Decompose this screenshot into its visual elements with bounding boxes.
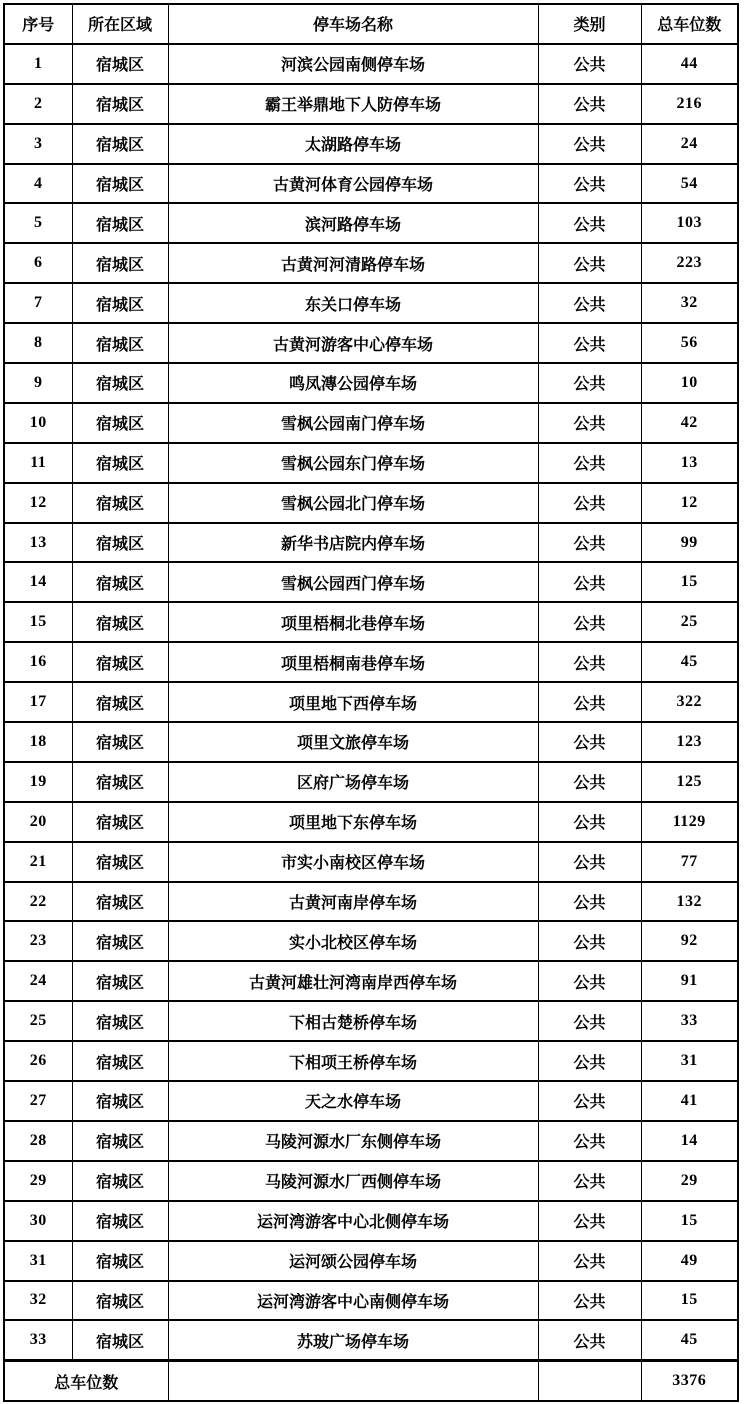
cell-spaces: 13 xyxy=(641,443,738,483)
cell-district: 宿城区 xyxy=(72,363,168,403)
cell-spaces: 42 xyxy=(641,403,738,443)
cell-spaces: 123 xyxy=(641,722,738,762)
table-row xyxy=(4,602,738,642)
table-row xyxy=(4,403,738,443)
cell-category: 公共 xyxy=(538,1041,641,1081)
cell-name: 项里地下东停车场 xyxy=(168,802,538,842)
cell-category: 公共 xyxy=(538,283,641,323)
header-row xyxy=(4,4,738,44)
cell-no: 4 xyxy=(4,164,72,204)
cell-category: 公共 xyxy=(538,523,641,563)
cell-category: 公共 xyxy=(538,203,641,243)
footer-empty-category xyxy=(538,1361,641,1401)
cell-spaces: 223 xyxy=(641,243,738,283)
table-row xyxy=(4,722,738,762)
cell-category: 公共 xyxy=(538,483,641,523)
cell-district: 宿城区 xyxy=(72,642,168,682)
footer-total-value: 3376 xyxy=(641,1361,738,1401)
table-row xyxy=(4,1201,738,1241)
cell-name: 区府广场停车场 xyxy=(168,762,538,802)
table-row xyxy=(4,164,738,204)
cell-no: 25 xyxy=(4,1001,72,1041)
table-row xyxy=(4,762,738,802)
cell-category: 公共 xyxy=(538,124,641,164)
cell-category: 公共 xyxy=(538,323,641,363)
cell-district: 宿城区 xyxy=(72,124,168,164)
cell-spaces: 14 xyxy=(641,1121,738,1161)
cell-spaces: 10 xyxy=(641,363,738,403)
cell-category: 公共 xyxy=(538,363,641,403)
cell-spaces: 77 xyxy=(641,842,738,882)
cell-no: 20 xyxy=(4,802,72,842)
table-row xyxy=(4,882,738,922)
table-row xyxy=(4,1041,738,1081)
cell-district: 宿城区 xyxy=(72,562,168,602)
cell-name: 项里梧桐南巷停车场 xyxy=(168,642,538,682)
cell-spaces: 25 xyxy=(641,602,738,642)
cell-category: 公共 xyxy=(538,642,641,682)
cell-name: 下相项王桥停车场 xyxy=(168,1041,538,1081)
cell-spaces: 1129 xyxy=(641,802,738,842)
cell-name: 项里梧桐北巷停车场 xyxy=(168,602,538,642)
cell-category: 公共 xyxy=(538,562,641,602)
cell-no: 28 xyxy=(4,1121,72,1161)
table-row xyxy=(4,642,738,682)
table-row xyxy=(4,243,738,283)
cell-category: 公共 xyxy=(538,443,641,483)
cell-district: 宿城区 xyxy=(72,682,168,722)
cell-name: 鸣凤漙公园停车场 xyxy=(168,363,538,403)
cell-name: 天之水停车场 xyxy=(168,1081,538,1121)
cell-district: 宿城区 xyxy=(72,1201,168,1241)
table-row xyxy=(4,323,738,363)
cell-district: 宿城区 xyxy=(72,1161,168,1201)
cell-district: 宿城区 xyxy=(72,882,168,922)
cell-district: 宿城区 xyxy=(72,602,168,642)
cell-spaces: 44 xyxy=(641,44,738,84)
cell-district: 宿城区 xyxy=(72,762,168,802)
cell-no: 9 xyxy=(4,363,72,403)
cell-name: 古黄河体育公园停车场 xyxy=(168,164,538,204)
cell-spaces: 216 xyxy=(641,84,738,124)
cell-name: 运河湾游客中心南侧停车场 xyxy=(168,1281,538,1321)
cell-spaces: 322 xyxy=(641,682,738,722)
cell-spaces: 24 xyxy=(641,124,738,164)
cell-spaces: 15 xyxy=(641,1201,738,1241)
cell-name: 新华书店院内停车场 xyxy=(168,523,538,563)
cell-category: 公共 xyxy=(538,1121,641,1161)
cell-name: 雪枫公园西门停车场 xyxy=(168,562,538,602)
cell-no: 19 xyxy=(4,762,72,802)
cell-district: 宿城区 xyxy=(72,44,168,84)
cell-district: 宿城区 xyxy=(72,323,168,363)
footer-total-label: 总车位数 xyxy=(4,1361,168,1401)
cell-spaces: 45 xyxy=(641,1320,738,1360)
cell-no: 26 xyxy=(4,1041,72,1081)
cell-name: 项里地下西停车场 xyxy=(168,682,538,722)
cell-no: 15 xyxy=(4,602,72,642)
table-row xyxy=(4,1081,738,1121)
table-row xyxy=(4,802,738,842)
cell-name: 霸王举鼎地下人防停车场 xyxy=(168,84,538,124)
cell-no: 33 xyxy=(4,1320,72,1360)
cell-name: 雪枫公园东门停车场 xyxy=(168,443,538,483)
footer-row xyxy=(4,1361,738,1401)
cell-no: 3 xyxy=(4,124,72,164)
cell-category: 公共 xyxy=(538,44,641,84)
cell-district: 宿城区 xyxy=(72,164,168,204)
cell-no: 2 xyxy=(4,84,72,124)
col-header-no: 序号 xyxy=(4,4,72,44)
cell-category: 公共 xyxy=(538,882,641,922)
cell-category: 公共 xyxy=(538,682,641,722)
cell-no: 14 xyxy=(4,562,72,602)
cell-spaces: 132 xyxy=(641,882,738,922)
cell-district: 宿城区 xyxy=(72,722,168,762)
cell-no: 17 xyxy=(4,682,72,722)
table-row xyxy=(4,682,738,722)
cell-district: 宿城区 xyxy=(72,523,168,563)
cell-category: 公共 xyxy=(538,602,641,642)
cell-district: 宿城区 xyxy=(72,283,168,323)
table-row xyxy=(4,842,738,882)
cell-category: 公共 xyxy=(538,1081,641,1121)
cell-category: 公共 xyxy=(538,403,641,443)
cell-name: 马陵河源水厂东侧停车场 xyxy=(168,1121,538,1161)
cell-name: 苏玻广场停车场 xyxy=(168,1320,538,1360)
parking-table xyxy=(3,3,739,1402)
cell-district: 宿城区 xyxy=(72,1320,168,1360)
cell-no: 18 xyxy=(4,722,72,762)
cell-spaces: 125 xyxy=(641,762,738,802)
cell-no: 5 xyxy=(4,203,72,243)
cell-category: 公共 xyxy=(538,164,641,204)
cell-category: 公共 xyxy=(538,1281,641,1321)
table-row xyxy=(4,961,738,1001)
cell-spaces: 32 xyxy=(641,283,738,323)
table-row xyxy=(4,363,738,403)
cell-spaces: 15 xyxy=(641,1281,738,1321)
cell-name: 实小北校区停车场 xyxy=(168,921,538,961)
cell-district: 宿城区 xyxy=(72,961,168,1001)
cell-category: 公共 xyxy=(538,762,641,802)
cell-no: 1 xyxy=(4,44,72,84)
cell-category: 公共 xyxy=(538,1241,641,1281)
col-header-district: 所在区域 xyxy=(72,4,168,44)
cell-name: 运河颂公园停车场 xyxy=(168,1241,538,1281)
cell-category: 公共 xyxy=(538,1001,641,1041)
cell-name: 市实小南校区停车场 xyxy=(168,842,538,882)
cell-spaces: 29 xyxy=(641,1161,738,1201)
cell-no: 21 xyxy=(4,842,72,882)
cell-name: 太湖路停车场 xyxy=(168,124,538,164)
table-row xyxy=(4,203,738,243)
footer-empty-name xyxy=(168,1361,538,1401)
cell-no: 10 xyxy=(4,403,72,443)
table-row xyxy=(4,1121,738,1161)
cell-no: 32 xyxy=(4,1281,72,1321)
cell-category: 公共 xyxy=(538,842,641,882)
cell-spaces: 15 xyxy=(641,562,738,602)
table-row xyxy=(4,124,738,164)
cell-name: 滨河路停车场 xyxy=(168,203,538,243)
table-body xyxy=(4,44,738,1361)
cell-district: 宿城区 xyxy=(72,1281,168,1321)
table-row xyxy=(4,1001,738,1041)
table-row xyxy=(4,921,738,961)
cell-no: 22 xyxy=(4,882,72,922)
cell-no: 24 xyxy=(4,961,72,1001)
cell-spaces: 54 xyxy=(641,164,738,204)
cell-district: 宿城区 xyxy=(72,403,168,443)
cell-category: 公共 xyxy=(538,961,641,1001)
table-row xyxy=(4,443,738,483)
table-row xyxy=(4,44,738,84)
cell-no: 16 xyxy=(4,642,72,682)
cell-name: 古黄河游客中心停车场 xyxy=(168,323,538,363)
cell-spaces: 56 xyxy=(641,323,738,363)
cell-district: 宿城区 xyxy=(72,802,168,842)
cell-spaces: 12 xyxy=(641,483,738,523)
cell-no: 30 xyxy=(4,1201,72,1241)
cell-no: 12 xyxy=(4,483,72,523)
cell-name: 古黄河雄壮河湾南岸西停车场 xyxy=(168,961,538,1001)
cell-spaces: 31 xyxy=(641,1041,738,1081)
cell-category: 公共 xyxy=(538,243,641,283)
cell-district: 宿城区 xyxy=(72,483,168,523)
cell-name: 项里文旅停车场 xyxy=(168,722,538,762)
cell-name: 马陵河源水厂西侧停车场 xyxy=(168,1161,538,1201)
cell-category: 公共 xyxy=(538,1320,641,1360)
cell-district: 宿城区 xyxy=(72,443,168,483)
cell-district: 宿城区 xyxy=(72,842,168,882)
cell-name: 雪枫公园南门停车场 xyxy=(168,403,538,443)
cell-district: 宿城区 xyxy=(72,84,168,124)
cell-category: 公共 xyxy=(538,1161,641,1201)
cell-spaces: 92 xyxy=(641,921,738,961)
cell-no: 11 xyxy=(4,443,72,483)
cell-name: 雪枫公园北门停车场 xyxy=(168,483,538,523)
table-row xyxy=(4,562,738,602)
cell-district: 宿城区 xyxy=(72,1241,168,1281)
col-header-name: 停车场名称 xyxy=(168,4,538,44)
cell-no: 6 xyxy=(4,243,72,283)
cell-spaces: 41 xyxy=(641,1081,738,1121)
table-row xyxy=(4,483,738,523)
cell-spaces: 33 xyxy=(641,1001,738,1041)
cell-category: 公共 xyxy=(538,921,641,961)
col-header-spaces: 总车位数 xyxy=(641,4,738,44)
table-row xyxy=(4,1161,738,1201)
cell-category: 公共 xyxy=(538,722,641,762)
col-header-category: 类别 xyxy=(538,4,641,44)
cell-district: 宿城区 xyxy=(72,243,168,283)
cell-district: 宿城区 xyxy=(72,203,168,243)
cell-category: 公共 xyxy=(538,84,641,124)
cell-no: 8 xyxy=(4,323,72,363)
cell-spaces: 103 xyxy=(641,203,738,243)
cell-district: 宿城区 xyxy=(72,1081,168,1121)
cell-name: 运河湾游客中心北侧停车场 xyxy=(168,1201,538,1241)
table-row xyxy=(4,1320,738,1360)
cell-name: 河滨公园南侧停车场 xyxy=(168,44,538,84)
cell-category: 公共 xyxy=(538,802,641,842)
table-row xyxy=(4,1281,738,1321)
cell-category: 公共 xyxy=(538,1201,641,1241)
cell-district: 宿城区 xyxy=(72,1001,168,1041)
cell-spaces: 49 xyxy=(641,1241,738,1281)
cell-name: 古黄河河清路停车场 xyxy=(168,243,538,283)
cell-name: 东关口停车场 xyxy=(168,283,538,323)
cell-no: 27 xyxy=(4,1081,72,1121)
cell-spaces: 91 xyxy=(641,961,738,1001)
cell-district: 宿城区 xyxy=(72,1121,168,1161)
cell-no: 23 xyxy=(4,921,72,961)
cell-no: 29 xyxy=(4,1161,72,1201)
cell-no: 13 xyxy=(4,523,72,563)
table-row xyxy=(4,84,738,124)
table-row xyxy=(4,1241,738,1281)
cell-no: 31 xyxy=(4,1241,72,1281)
cell-spaces: 45 xyxy=(641,642,738,682)
cell-no: 7 xyxy=(4,283,72,323)
cell-name: 古黄河南岸停车场 xyxy=(168,882,538,922)
cell-district: 宿城区 xyxy=(72,1041,168,1081)
cell-name: 下相古楚桥停车场 xyxy=(168,1001,538,1041)
cell-spaces: 99 xyxy=(641,523,738,563)
cell-district: 宿城区 xyxy=(72,921,168,961)
table-row xyxy=(4,283,738,323)
table-row xyxy=(4,523,738,563)
